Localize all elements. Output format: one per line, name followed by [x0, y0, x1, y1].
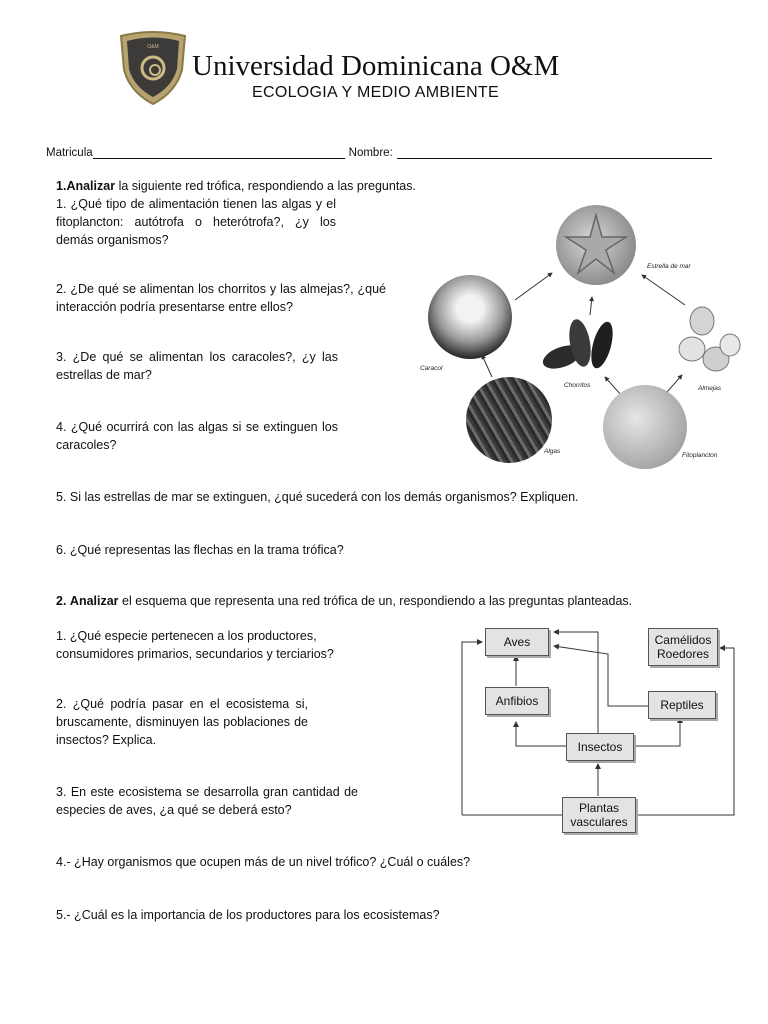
s1-question-2: 2. ¿De qué se alimentan los chorritos y las almejas?, ¿qué interacción podría presentarse entre ellos? [56, 282, 386, 314]
starfish-photo [556, 205, 636, 285]
s1-question-4: 4. ¿Qué ocurrirá con las algas si se extinguen los caracoles? [56, 420, 338, 452]
s1-question-3: 3. ¿De qué se alimentan los caracoles?, ¿y las estrellas de mar? [56, 350, 338, 382]
student-info-row [46, 146, 712, 159]
label-algas: Algas [544, 448, 561, 455]
label-fitoplancton: Fitoplancton [682, 452, 718, 459]
nombre-label: Nombre: [348, 147, 393, 159]
section2-verb: Analizar [69, 594, 119, 608]
section1-heading [56, 177, 484, 195]
section1-number: 1. [56, 179, 67, 193]
university-shield-logo [118, 30, 188, 106]
section1-intro: la siguiente red trófica, respondiendo a las preguntas. [118, 179, 416, 193]
section2-number: 2. [56, 594, 67, 608]
phytoplankton-photo [603, 385, 687, 469]
nombre-field[interactable] [397, 146, 712, 159]
node-camelidos-label: Camélidos [654, 633, 712, 647]
node-anfibios-label: Anfibios [495, 694, 539, 708]
mussels-photo [540, 315, 625, 380]
s2-question-1: 1. ¿Qué especie pertenecen a los productores, consumidores primarios, secundarios y terciarios? [56, 629, 334, 661]
node-plantas-label: Plantas [578, 801, 620, 815]
subject-title: ECOLOGIA Y MEDIO AMBIENTE [252, 84, 499, 101]
terrestrial-food-web-diagram [458, 622, 740, 838]
node-plantas-vasculares [562, 797, 636, 833]
node-insectos [566, 733, 634, 761]
marine-food-web-diagram [420, 205, 750, 475]
label-caracol: Caracol [420, 365, 443, 372]
section2-intro: el esquema que representa una red trófica de un, respondiendo a las preguntas planteadas. [122, 594, 633, 608]
label-chorritos: Chorritos [564, 382, 591, 389]
algae-photo [466, 377, 552, 463]
matricula-field[interactable] [93, 146, 345, 159]
node-insectos-label: Insectos [577, 740, 623, 754]
matricula-label: Matricula [46, 147, 93, 159]
node-roedores-label: Roedores [656, 647, 710, 661]
logo-text: O&M [147, 44, 159, 50]
section2-heading [56, 592, 682, 610]
s2-question-5: 5.- ¿Cuál es la importancia de los productores para los ecosistemas? [56, 908, 440, 922]
node-anfibios [485, 687, 549, 715]
label-estrella: Estrella de mar [647, 263, 691, 270]
section1-verb: Analizar [66, 179, 116, 193]
snail-photo [428, 275, 512, 359]
s2-question-4: 4.- ¿Hay organismos que ocupen más de un nivel trófico? ¿Cuál o cuáles? [56, 855, 471, 869]
node-aves-label: Aves [503, 635, 531, 649]
node-reptiles-label: Reptiles [660, 698, 704, 712]
clams-photo [678, 303, 742, 375]
label-almejas: Almejas [698, 385, 722, 392]
node-camelidos-roedores [648, 628, 718, 666]
s1-question-6: 6. ¿Qué representas las flechas en la trama trófica? [56, 543, 344, 557]
s2-question-3: 3. En este ecosistema se desarrolla gran cantidad de especies de aves, ¿a qué se deberá esto? [56, 785, 358, 817]
s2-question-2: 2. ¿Qué podría pasar en el ecosistema si, bruscamente, disminuyen las poblaciones de insectos? Explica. [56, 697, 308, 747]
node-reptiles [648, 691, 716, 719]
university-title: Universidad Dominicana O&M [192, 50, 560, 82]
s1-question-5: 5. Si las estrellas de mar se extinguen, ¿qué sucederá con los demás organismos? Expliquen. [56, 490, 579, 504]
node-vasculares-label: vasculares [570, 815, 628, 829]
s1-question-1: 1. ¿Qué tipo de alimentación tienen las algas y el fitoplancton: autótrofa o heterótrofa?, ¿y los demás organismos? [56, 197, 336, 247]
node-aves [485, 628, 549, 656]
